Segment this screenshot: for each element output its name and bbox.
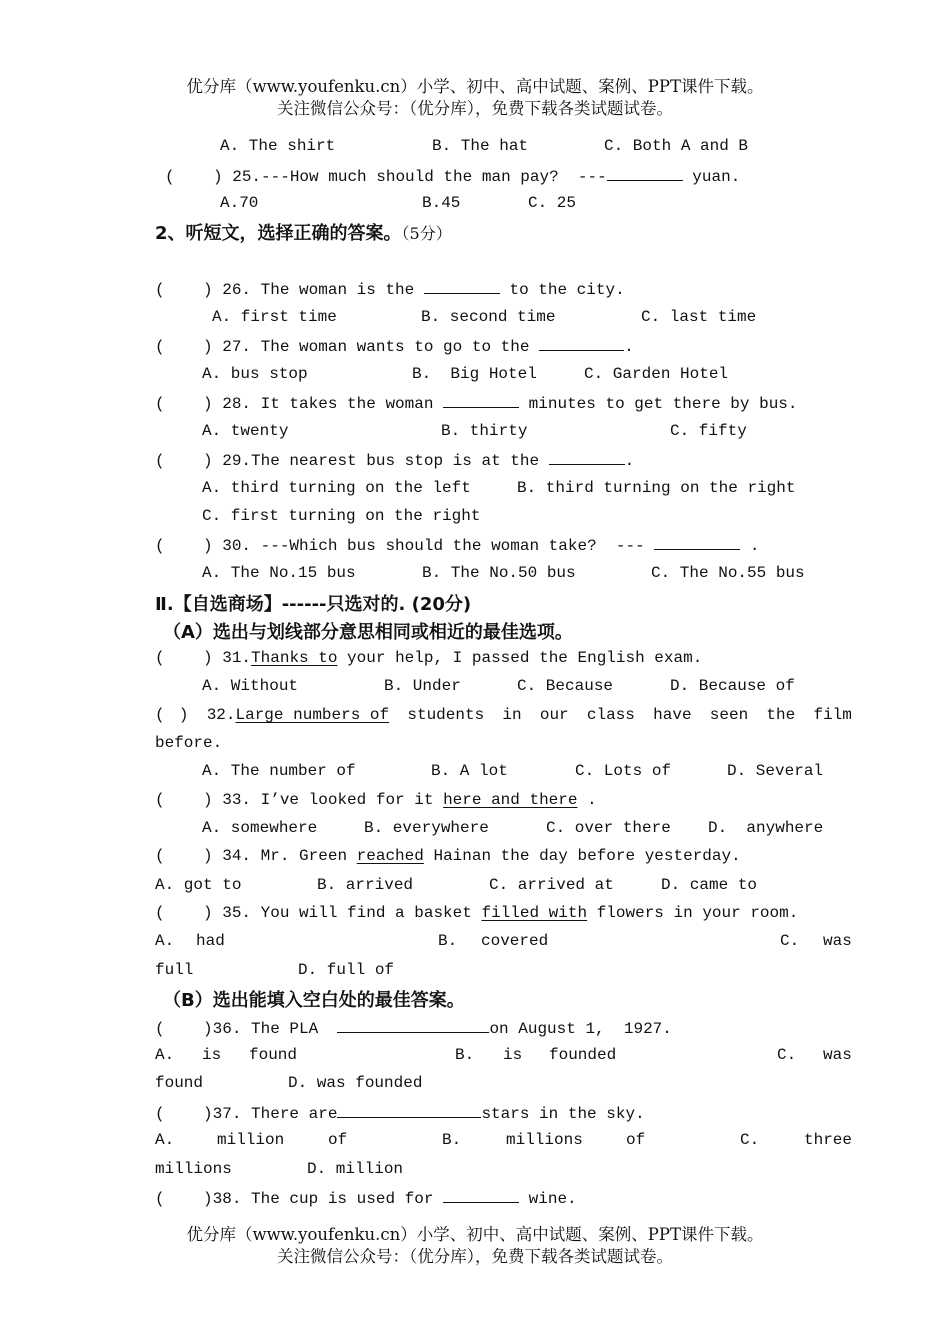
q36-opt-a-label: A. bbox=[155, 1046, 175, 1064]
q31-option-c: C. Because bbox=[517, 677, 614, 695]
q36-opt-a-word2: found bbox=[249, 1046, 298, 1064]
q25-option-a: A.70 bbox=[220, 194, 259, 212]
q27-option-c: C. Garden Hotel bbox=[584, 365, 729, 383]
q32-option-b: B. A lot bbox=[431, 762, 508, 780]
q33-stem: ( ) 33. I’ve looked for it here and there . bbox=[155, 791, 597, 809]
underlined-phrase: here and there bbox=[443, 791, 578, 809]
q33-option-c: C. over there bbox=[546, 819, 671, 837]
q36-option-d: D. was founded bbox=[288, 1074, 423, 1092]
q34-option-a: A. got to bbox=[155, 876, 242, 894]
underlined-phrase: Large numbers of bbox=[235, 706, 390, 724]
q30-option-a: A. The No.15 bus bbox=[202, 564, 356, 582]
q26-stem: ( ) 26. The woman is the to the city. bbox=[155, 281, 625, 299]
q34-option-b: B. arrived bbox=[317, 876, 414, 894]
q35-opt-b-text: covered bbox=[481, 932, 549, 950]
q32-option-d: D. Several bbox=[727, 762, 824, 780]
q37-opt-a-label: A. bbox=[155, 1131, 175, 1149]
q29-stem: ( ) 29.The nearest bus stop is at the . bbox=[155, 452, 635, 470]
q35-opt-a-label: A. bbox=[155, 932, 175, 950]
q37-stem: ( )37. There are stars in the sky. bbox=[155, 1105, 645, 1123]
q37-continuation: millions bbox=[155, 1160, 232, 1178]
q28-stem: ( ) 28. It takes the woman minutes to get there by bus. bbox=[155, 395, 798, 413]
q28-option-c: C. fifty bbox=[670, 422, 747, 440]
q29-option-a: A. third turning on the left bbox=[202, 479, 471, 497]
q36-stem: ( )36. The PLA on August 1, 1927. bbox=[155, 1020, 672, 1038]
q35-opt-a-text: had bbox=[196, 932, 225, 950]
q24-option-a: A. The shirt bbox=[220, 137, 336, 155]
q29-option-b: B. third turning on the right bbox=[517, 479, 796, 497]
underlined-phrase: filled with bbox=[481, 904, 588, 922]
q27-option-b: B. Big Hotel bbox=[412, 365, 537, 383]
q37-opt-b-word2: of bbox=[626, 1131, 646, 1149]
q27-option-a: A. bus stop bbox=[202, 365, 308, 383]
part-b-title: （B）选出能填入空白处的最佳答案。 bbox=[163, 990, 465, 1011]
section-2-title: 2、听短文，选择正确的答案。（5分） bbox=[155, 223, 452, 244]
q37-opt-c-word: three bbox=[804, 1131, 853, 1149]
q24-option-c: C. Both A and B bbox=[604, 137, 749, 155]
q31-stem: ( ) 31.Thanks to your help, I passed the English exam. bbox=[155, 649, 703, 667]
q26-option-a: A. first time bbox=[212, 308, 337, 326]
underlined-phrase: Thanks to bbox=[251, 649, 338, 667]
q33-option-b: B. everywhere bbox=[364, 819, 489, 837]
q37-opt-a-word2: of bbox=[328, 1131, 348, 1149]
q27-stem: ( ) 27. The woman wants to go to the . bbox=[155, 338, 634, 356]
q35-stem: ( ) 35. You will find a basket filled with flowers in your room. bbox=[155, 904, 799, 922]
q36-opt-c-label: C. bbox=[777, 1046, 797, 1064]
q31-option-d: D. Because of bbox=[670, 677, 795, 695]
page-footer-line1: 优分库（www.youfenku.cn）小学、初中、高中试题、案例、PPT课件下载。 bbox=[186, 1225, 764, 1244]
q32-option-a: A. The number of bbox=[202, 762, 356, 780]
q36-opt-b-word1: is bbox=[503, 1046, 523, 1064]
q28-option-b: B. thirty bbox=[441, 422, 528, 440]
q35-continuation: full bbox=[155, 961, 194, 979]
q34-option-d: D. came to bbox=[661, 876, 758, 894]
answer-paren: ( ) bbox=[165, 168, 223, 186]
q34-option-c: C. arrived at bbox=[489, 876, 614, 894]
part-2-title: Ⅱ.【自选商场】------只选对的. (20分) bbox=[155, 594, 472, 615]
page-header-line1: 优分库（www.youfenku.cn）小学、初中、高中试题、案例、PPT课件下载。 bbox=[186, 77, 764, 96]
q26-option-b: B. second time bbox=[421, 308, 556, 326]
q36-opt-a-word1: is bbox=[202, 1046, 222, 1064]
q35-opt-c-text: was bbox=[823, 932, 852, 950]
q37-opt-b-word1: millions bbox=[506, 1131, 583, 1149]
q37-option-d: D. million bbox=[307, 1160, 404, 1178]
q33-option-d: D. anywhere bbox=[708, 819, 824, 837]
q37-opt-b-label: B. bbox=[442, 1131, 462, 1149]
q36-opt-b-label: B. bbox=[455, 1046, 475, 1064]
q25-option-b: B.45 bbox=[422, 194, 461, 212]
q37-opt-c-label: C. bbox=[740, 1131, 760, 1149]
q32-continuation: before. bbox=[155, 734, 223, 752]
q34-stem: ( ) 34. Mr. Green reached Hainan the day before yesterday. bbox=[155, 847, 741, 865]
q31-option-a: A. Without bbox=[202, 677, 299, 695]
page-footer-line2: 关注微信公众号：（优分库），免费下载各类试题试卷。 bbox=[277, 1247, 673, 1266]
q36-opt-c-word: was bbox=[823, 1046, 852, 1064]
q28-option-a: A. twenty bbox=[202, 422, 289, 440]
q30-option-b: B. The No.50 bus bbox=[422, 564, 576, 582]
page-header-line2: 关注微信公众号：（优分库），免费下载各类试题试卷。 bbox=[277, 99, 673, 118]
q38-stem: ( )38. The cup is used for wine. bbox=[155, 1190, 577, 1208]
q35-option-d: D. full of bbox=[298, 961, 395, 979]
q33-option-a: A. somewhere bbox=[202, 819, 318, 837]
q36-opt-b-word2: founded bbox=[549, 1046, 617, 1064]
q25-option-c: C. 25 bbox=[528, 194, 577, 212]
underlined-phrase: reached bbox=[356, 847, 424, 865]
answer-blank bbox=[607, 166, 683, 181]
q35-opt-b-label: B. bbox=[438, 932, 458, 950]
q29-option-c: C. first turning on the right bbox=[202, 507, 481, 525]
part-a-title: （A）选出与划线部分意思相同或相近的最佳选项。 bbox=[163, 622, 573, 643]
q30-option-c: C. The No.55 bus bbox=[651, 564, 805, 582]
q26-option-c: C. last time bbox=[641, 308, 757, 326]
q37-opt-a-word1: million bbox=[217, 1131, 285, 1149]
q32-option-c: C. Lots of bbox=[575, 762, 672, 780]
q24-option-b: B. The hat bbox=[432, 137, 529, 155]
q32-stem: ( ) 32.Large numbers of students in our class have seen the film bbox=[155, 706, 852, 724]
q30-stem: ( ) 30. ---Which bus should the woman take? --- . bbox=[155, 537, 760, 555]
q35-opt-c-label: C. bbox=[780, 932, 800, 950]
q31-option-b: B. Under bbox=[384, 677, 461, 695]
q25-stem: ( ) 25.---How much should the man pay? --- yuan. bbox=[165, 168, 741, 186]
q36-continuation: found bbox=[155, 1074, 204, 1092]
